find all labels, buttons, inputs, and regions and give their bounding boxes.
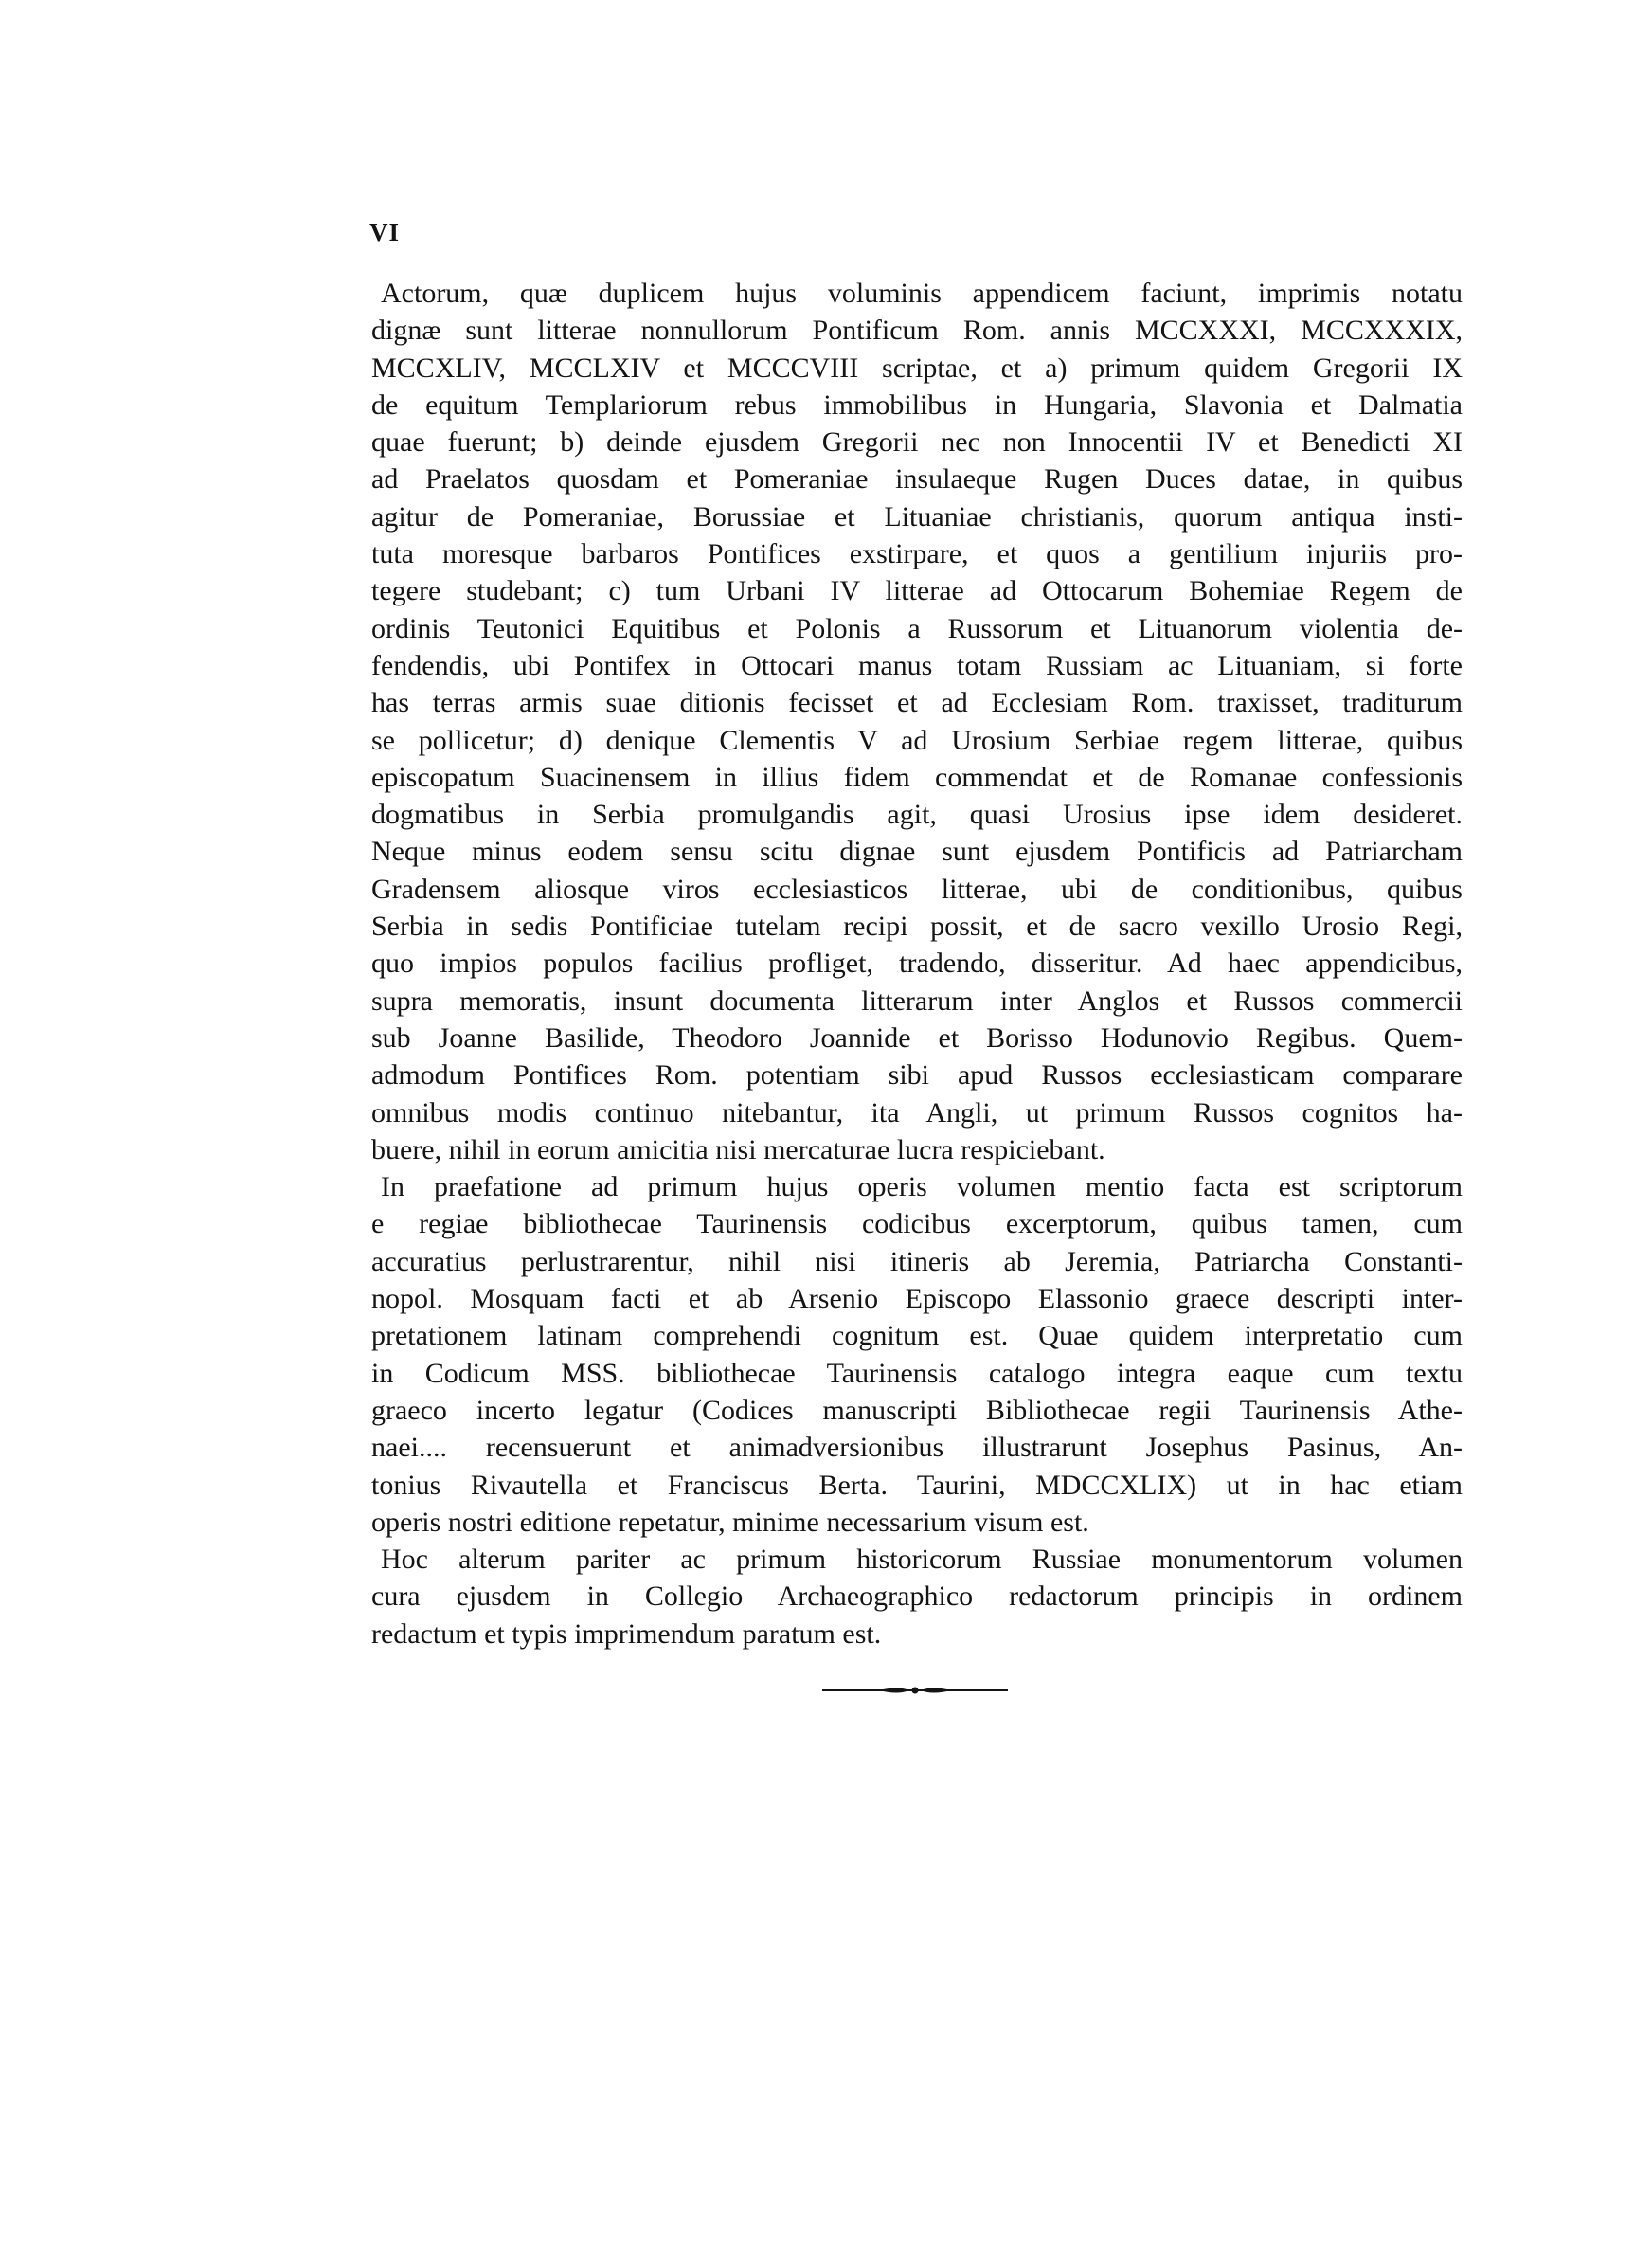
text-line: Neque minus eodem sensu scitu dignae sunt ejusdem Pontificis ad Patriarcham: [371, 836, 1463, 868]
text-line: e regiae bibliothecae Taurinensis codicibus excerptorum, quibus tamen, cum: [371, 1208, 1463, 1240]
text-line: MCCXLIV, MCCLXIV et MCCCVIII scriptae, et a) primum quidem Gregorii IX: [371, 352, 1463, 384]
text-line: episcopatum Suacinensem in illius fidem commendat et de Romanae confessionis: [371, 761, 1463, 793]
text-line: Actorum, quæ duplicem hujus voluminis appendicem faciunt, imprimis notatu: [381, 278, 1463, 309]
text-line: tegere studebant; c) tum Urbani IV litterae ad Ottocarum Bohemiae Regem de: [371, 575, 1463, 607]
text-line: Serbia in sedis Pontificiae tutelam recipi possit, et de sacro vexillo Urosio Regi,: [371, 911, 1463, 943]
text-line: redactum et typis imprimendum paratum est.: [371, 1617, 882, 1650]
text-line: graeco incerto legatur (Codices manuscripti Bibliothecae regii Taurinensis Athe-: [371, 1394, 1463, 1426]
text-line: ordinis Teutonici Equitibus et Polonis a Russorum et Lituanorum violentia de-: [371, 612, 1463, 644]
text-line: naei.... recensuerunt et animadversionibus illustrarunt Josephus Pasinus, An-: [371, 1432, 1463, 1464]
text-line: admodum Pontifices Rom. potentiam sibi apud Russos ecclesiasticam comparare: [371, 1059, 1463, 1092]
paragraph-appendix: [371, 275, 1463, 1168]
text-line: in Codicum MSS. bibliothecae Taurinensis catalogo integra eaque cum textu: [371, 1357, 1463, 1389]
text-line: supra memoratis, insunt documenta litterarum inter Anglos et Russos commercii: [371, 984, 1463, 1017]
text-line: cura ejusdem in Collegio Archaeographico redactorum principis in ordinem: [371, 1580, 1463, 1613]
text-line: Hoc alterum pariter ac primum historicorum Russiae monumentorum volumen: [381, 1544, 1463, 1576]
body-text: [371, 275, 1463, 1652]
text-line: operis nostri editione repetatur, minime necessarium visum est.: [371, 1506, 1089, 1538]
text-line: ad Praelatos quosdam et Pomeraniae insulaeque Rugen Duces datae, in quibus: [371, 463, 1463, 496]
text-line: In praefatione ad primum hujus operis volumen mentio facta est scriptorum: [381, 1171, 1463, 1203]
text-line: quo impios populos facilius profliget, tradendo, disseritur. Ad haec appendicibus,: [371, 948, 1463, 980]
text-line: tonius Rivautella et Franciscus Berta. Taurini, MDCCXLIX) ut in hac etiam: [371, 1469, 1463, 1501]
text-line: buere, nihil in eorum amicitia nisi mercaturae lucra respiciebant.: [371, 1133, 1105, 1165]
text-line: agitur de Pomeraniae, Borussiae et Lituaniae christianis, quorum antiqua insti-: [371, 500, 1463, 533]
text-line: dogmatibus in Serbia promulgandis agit, quasi Urosius ipse idem desideret.: [371, 799, 1463, 831]
text-line: se pollicetur; d) denique Clementis V ad Urosium Serbiae regem litterae, quibus: [371, 724, 1463, 756]
text-line: tuta moresque barbaros Pontifices exstirpare, et quos a gentilium injuriis pro-: [371, 538, 1463, 570]
text-line: dignæ sunt litterae nonnullorum Pontificum Rom. annis MCCXXXI, MCCXXXIX,: [371, 315, 1463, 347]
paragraph-closing: [371, 1541, 1463, 1652]
text-line: omnibus modis continuo nitebantur, ita Angli, ut primum Russos cognitos ha-: [371, 1096, 1463, 1128]
paragraph-preface: [371, 1168, 1463, 1541]
text-line: quae fuerunt; b) deinde ejusdem Gregorii nec non Innocentii IV et Benedicti XI: [371, 426, 1463, 459]
text-line: accuratius perlustrarentur, nihil nisi itineris ab Jeremia, Patriarcha Constanti-: [371, 1245, 1463, 1277]
text-line: pretationem latinam comprehendi cognitum est. Quae quidem interpretatio cum: [371, 1320, 1463, 1352]
page-number: VI: [369, 218, 401, 246]
text-line: de equitum Templariorum rebus immobilibus in Hungaria, Slavonia et Dalmatia: [371, 388, 1463, 421]
text-line: has terras armis suae ditionis fecisset et ad Ecclesiam Rom. traxisset, traditurum: [371, 687, 1463, 719]
horizontal-rule-ornament: [822, 1685, 1008, 1696]
text-line: sub Joanne Basilide, Theodoro Joannide et Borisso Hodunovio Regibus. Quem-: [371, 1021, 1463, 1054]
text-line: fendendis, ubi Pontifex in Ottocari manus totam Russiam ac Lituaniam, si forte: [371, 649, 1463, 681]
text-line: Gradensem aliosque viros ecclesiasticos litterae, ubi de conditionibus, quibus: [371, 873, 1463, 905]
text-line: nopol. Mosquam facti et ab Arsenio Episcopo Elassonio graece descripti inter-: [371, 1283, 1463, 1315]
